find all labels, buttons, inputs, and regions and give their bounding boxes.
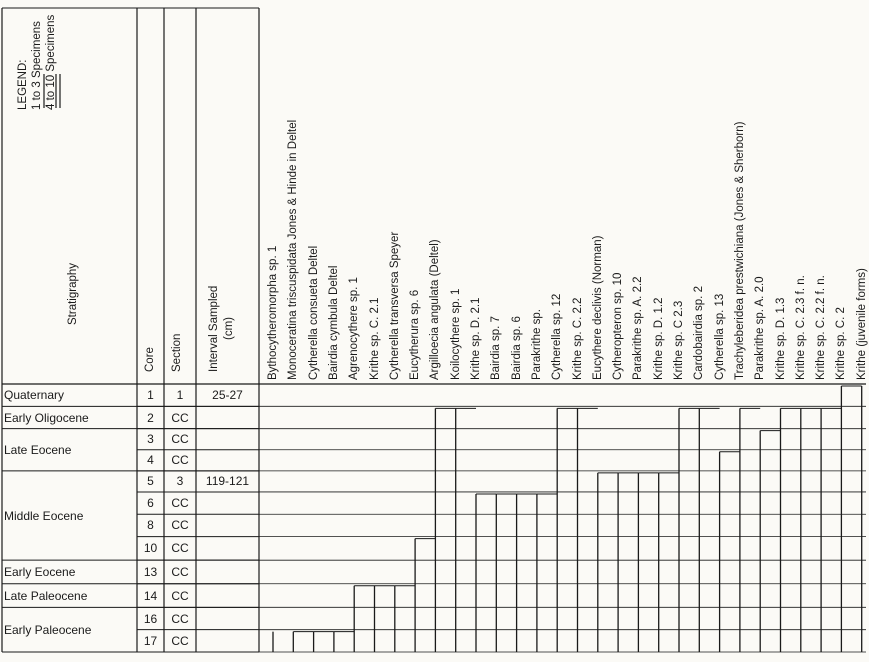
species-label: Parakrithe sp. (530, 309, 543, 380)
stratigraphy-label: Late Paleocene (4, 588, 88, 603)
species-label: Monoceratina triscuspidata Jones & Hinde in Deltel (287, 119, 300, 380)
species-label: Bairdia sp. 6 (510, 316, 523, 380)
legend-item-thin: 1 to 3 Specimens (31, 21, 43, 110)
species-label: Krithe sp. D. 2.1 (470, 297, 482, 380)
sample-interval: 25-27 (212, 388, 243, 403)
sample-core: 3 (147, 432, 154, 447)
species-label: Krithe sp. C 2.3 (673, 300, 685, 380)
sample-core: 6 (147, 496, 154, 511)
stratigraphy-label: Early Eocene (4, 564, 76, 579)
header-interval: Interval Sampled (208, 285, 220, 372)
sample-core: 4 (147, 453, 154, 468)
species-label: Krithe sp. C. 2.1 (368, 297, 381, 380)
legend-title: LEGEND: (17, 59, 29, 110)
species-label: Cytherella consueta Deltel (307, 245, 320, 380)
species-label: Koilocythere sp. 1 (449, 288, 462, 380)
sample-core: 2 (147, 410, 154, 425)
species-label: Trachyleberidea prestwichiana (Jones & Sherborn) (733, 121, 746, 380)
stratigraphy-label: Middle Eocene (4, 508, 84, 523)
sample-section: CC (171, 611, 189, 626)
species-label: Bythocytheromorpha sp. 1 (267, 245, 279, 380)
sample-section: CC (171, 588, 189, 603)
header-interval-unit: (cm) (223, 317, 235, 340)
sample-section: CC (171, 564, 189, 579)
sample-section: CC (171, 633, 189, 648)
species-label: Krithe sp. C. 2.3 f. n. (794, 275, 807, 380)
sample-section: CC (171, 410, 189, 425)
header-stratigraphy: Stratigraphy (67, 262, 79, 325)
header-section: Section (171, 333, 183, 372)
sample-core: 16 (143, 611, 158, 626)
header-core: Core (144, 347, 156, 372)
sample-core: 1 (147, 388, 154, 403)
species-label: Krithe sp. C. 2 (835, 307, 848, 380)
species-label: Krithe sp. C. 2.2 f. n. (815, 275, 828, 380)
species-label: Bairdia cymbula Deltel (327, 265, 340, 380)
legend-item-thick: 4 to 10 Specimens (45, 14, 57, 110)
sample-interval: 119-121 (205, 474, 250, 489)
species-label: Eucytherura sp. 6 (409, 289, 422, 380)
sample-section: CC (171, 518, 189, 533)
species-label: Krithe sp. C. 2.2 (571, 297, 584, 380)
species-label: Krithe sp. D. 1.2 (652, 297, 665, 380)
species-label: Cytheropteron sp. 10 (612, 272, 625, 380)
stratigraphy-label: Early Oligocene (4, 410, 89, 425)
sample-section: 3 (176, 474, 184, 489)
sample-core: 10 (143, 541, 158, 556)
sample-section: CC (171, 541, 189, 556)
species-label: Krithe (juvenile forms) (855, 268, 868, 380)
species-label: Agrenocythere sp. 1 (348, 277, 361, 380)
legend-line-icons (42, 72, 62, 112)
species-label: Krithe sp. D. 1.3 (774, 297, 787, 380)
species-label: Parakrithe sp. A. 2.0 (754, 276, 767, 380)
sample-section: CC (171, 496, 189, 511)
stratigraphy-label: Late Eocene (4, 442, 72, 457)
species-label: Parakrithe sp. A. 2.2 (632, 276, 645, 380)
species-label: Cytherella sp. 13 (713, 293, 726, 380)
species-label: Eucythere declivis (Norman) (591, 235, 604, 380)
sample-core: 17 (143, 633, 158, 648)
sample-core: 14 (143, 588, 158, 603)
sample-core: 8 (147, 518, 154, 533)
species-label: Cardobairdia sp. 2 (693, 286, 706, 380)
sample-section: CC (171, 432, 189, 447)
stratigraphy-label: Early Paleocene (4, 622, 92, 637)
sample-core: 13 (143, 564, 158, 579)
species-label: Cytherella transversa Speyer (388, 231, 401, 380)
sample-core: 5 (147, 474, 154, 489)
species-label: Argilloecia angulata (Deltel) (429, 239, 442, 380)
stratigraphy-label: Quaternary (4, 388, 65, 403)
species-label: Bairdia sp. 7 (490, 316, 503, 380)
sample-section: CC (171, 453, 189, 468)
sample-section: 1 (176, 388, 184, 403)
species-label: Cytherella sp. 12 (551, 293, 564, 380)
